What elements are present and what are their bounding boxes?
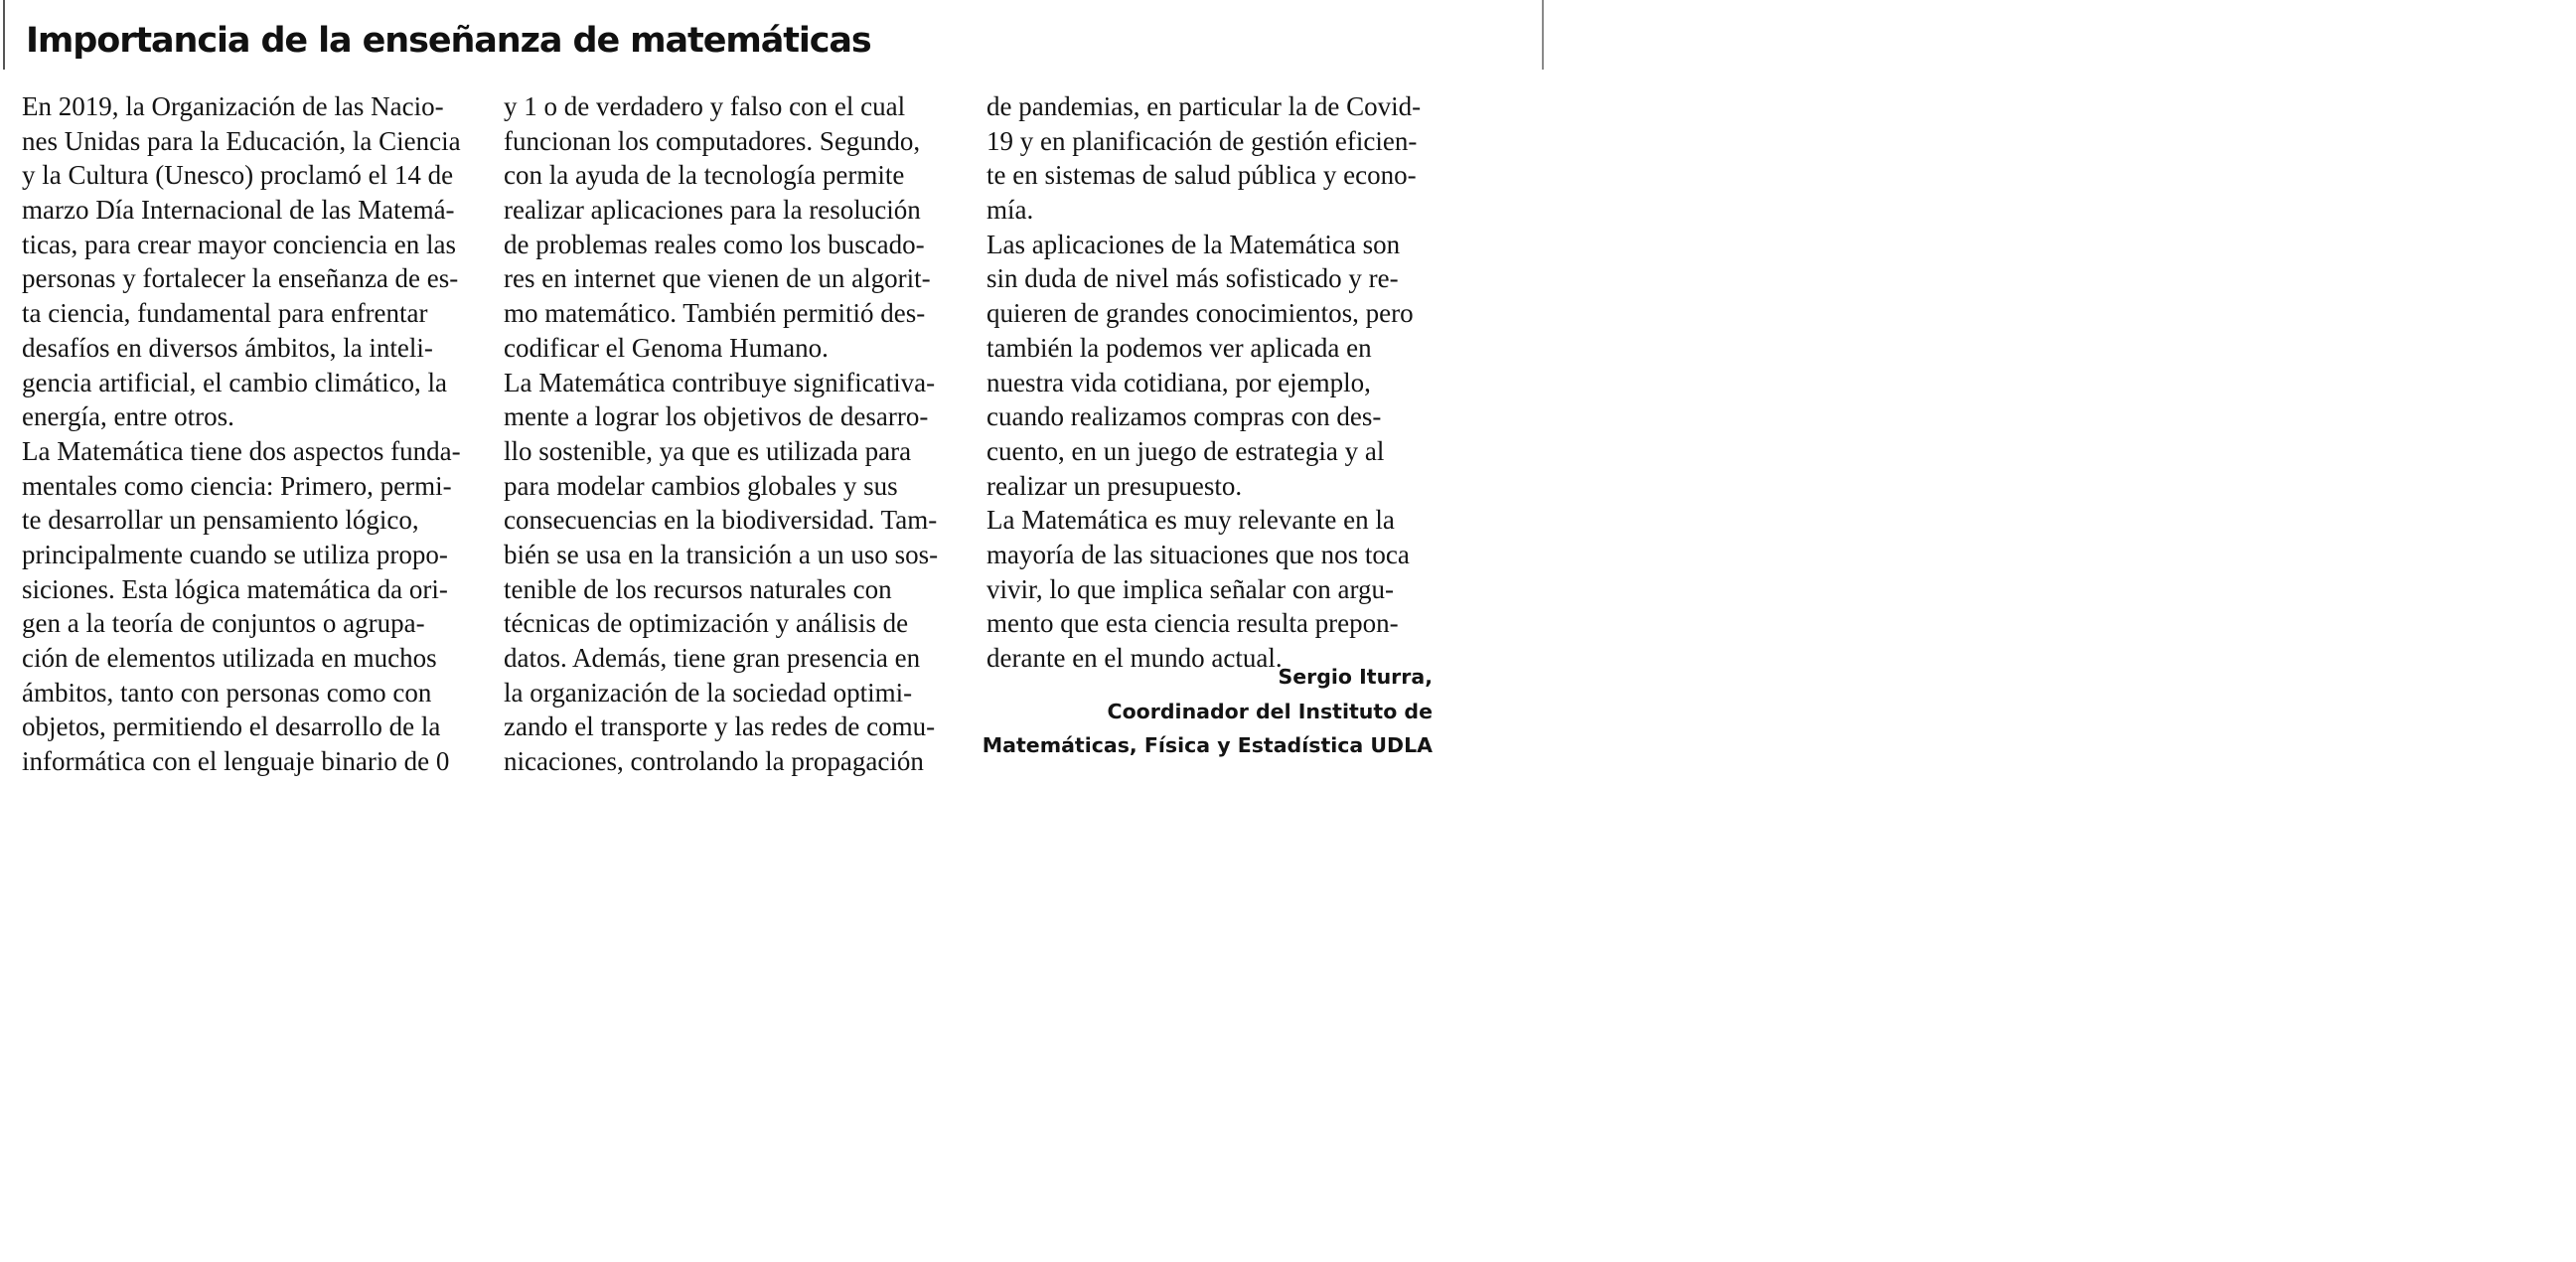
- author-name: Sergio Iturra,: [1278, 665, 1433, 689]
- article-headline: Importancia de la enseñanza de matemáticas: [26, 21, 871, 61]
- article-text-line: La Matemática es muy relevante en la: [986, 505, 1395, 536]
- article-text-line: nicaciones, controlando la propagación: [504, 746, 924, 777]
- article-text-line: con la ayuda de la tecnología permite: [504, 160, 905, 191]
- article-text-line: funcionan los computadores. Segundo,: [504, 125, 921, 156]
- article-text-line: cuando realizamos compras con des-: [986, 401, 1382, 432]
- author-signature: [983, 660, 1433, 763]
- article-text-line: para modelar cambios globales y sus: [504, 470, 898, 501]
- newspaper-clipping: [0, 0, 1558, 777]
- author-position: Coordinador del Instituto de: [1107, 699, 1433, 723]
- article-text-line: realizar un presupuesto.: [986, 470, 1243, 501]
- article-text-line: nuestra vida cotidiana, por ejemplo,: [986, 367, 1371, 397]
- article-text-line: mento que esta ciencia resulta prepon-: [986, 608, 1399, 639]
- article-text-line: desafíos en diversos ámbitos, la inteli-: [22, 332, 433, 363]
- article-text-line: ción de elementos utilizada en muchos: [22, 643, 437, 673]
- article-text-line: te en sistemas de salud pública y econo-: [986, 160, 1417, 191]
- article-text-line: tenible de los recursos naturales con: [504, 573, 892, 604]
- article-text-line: y la Cultura (Unesco) proclamó el 14 de: [22, 160, 454, 191]
- article-text-line: mentales como ciencia: Primero, permi-: [22, 470, 452, 501]
- article-text-line: informática con el lenguaje binario de 0: [22, 746, 450, 777]
- article-text-line: gencia artificial, el cambio climático, la: [22, 367, 448, 397]
- article-text-line: vivir, lo que implica señalar con argu-: [986, 573, 1395, 604]
- article-text-line: sin duda de nivel más sofisticado y re-: [986, 263, 1399, 294]
- article-text-line: consecuencias en la biodiversidad. Tam-: [504, 505, 938, 536]
- article-text-line: En 2019, la Organización de las Nacio-: [22, 91, 444, 121]
- article-text-line: mía.: [986, 195, 1034, 226]
- article-text-line: mayoría de las situaciones que nos toca: [986, 539, 1410, 569]
- article-column-2: [504, 89, 961, 779]
- article-text-line: Las aplicaciones de la Matemática son: [986, 229, 1401, 259]
- article-text-line: 19 y en planificación de gestión eficien-: [986, 125, 1418, 156]
- article-text-line: La Matemática tiene dos aspectos funda-: [22, 435, 461, 466]
- article-text-line: te desarrollar un pensamiento lógico,: [22, 505, 419, 536]
- article-text-line: de problemas reales como los buscado-: [504, 229, 925, 259]
- article-text-line: y 1 o de verdadero y falso con el cual: [504, 91, 906, 121]
- article-text-line: nes Unidas para la Educación, la Ciencia: [22, 125, 461, 156]
- article-text-line: ticas, para crear mayor conciencia en las: [22, 229, 456, 259]
- article-text-line: principalmente cuando se utiliza propo-: [22, 539, 448, 569]
- article-text-line: derante en el mundo actual.: [986, 643, 1283, 673]
- column-rule-right: [1542, 0, 1544, 70]
- article-text-line: ta ciencia, fundamental para enfrentar: [22, 298, 428, 329]
- article-text-line: realizar aplicaciones para la resolución: [504, 195, 921, 226]
- article-text-line: gen a la teoría de conjuntos o agrupa-: [22, 608, 425, 639]
- article-text-line: datos. Además, tiene gran presencia en: [504, 643, 921, 673]
- article-column-3: [986, 89, 1443, 676]
- article-text-line: también la podemos ver aplicada en: [986, 332, 1372, 363]
- article-text-line: objetos, permitiendo el desarrollo de la: [22, 711, 441, 742]
- article-text-line: La Matemática contribuye significativa-: [504, 367, 936, 397]
- article-text-line: mente a lograr los objetivos de desarro-: [504, 401, 929, 432]
- column-rule-left: [3, 0, 5, 70]
- article-column-1: [22, 89, 479, 779]
- article-text-line: siciones. Esta lógica matemática da ori-: [22, 573, 448, 604]
- article-text-line: mo matemático. También permitió des-: [504, 298, 926, 329]
- article-text-line: res en internet que vienen de un algorit-: [504, 263, 931, 294]
- article-text-line: la organización de la sociedad optimi-: [504, 677, 913, 708]
- article-text-line: codificar el Genoma Humano.: [504, 332, 829, 363]
- article-text-line: marzo Día Internacional de las Matemá-: [22, 195, 455, 226]
- article-text-line: llo sostenible, ya que es utilizada para: [504, 435, 912, 466]
- article-text-line: quieren de grandes conocimientos, pero: [986, 298, 1414, 329]
- author-institution: Matemáticas, Física y Estadística UDLA: [982, 733, 1433, 758]
- article-text-line: zando el transporte y las redes de comu-: [504, 711, 936, 742]
- article-text-line: cuento, en un juego de estrategia y al: [986, 435, 1385, 466]
- article-text-line: bién se usa en la transición a un uso sos-: [504, 539, 939, 569]
- article-text-line: de pandemias, en particular la de Covid-: [986, 91, 1422, 121]
- article-text-line: ámbitos, tanto con personas como con: [22, 677, 432, 708]
- article-text-line: personas y fortalecer la enseñanza de es-: [22, 263, 459, 294]
- article-text-line: energía, entre otros.: [22, 401, 234, 432]
- article-text-line: técnicas de optimización y análisis de: [504, 608, 909, 639]
